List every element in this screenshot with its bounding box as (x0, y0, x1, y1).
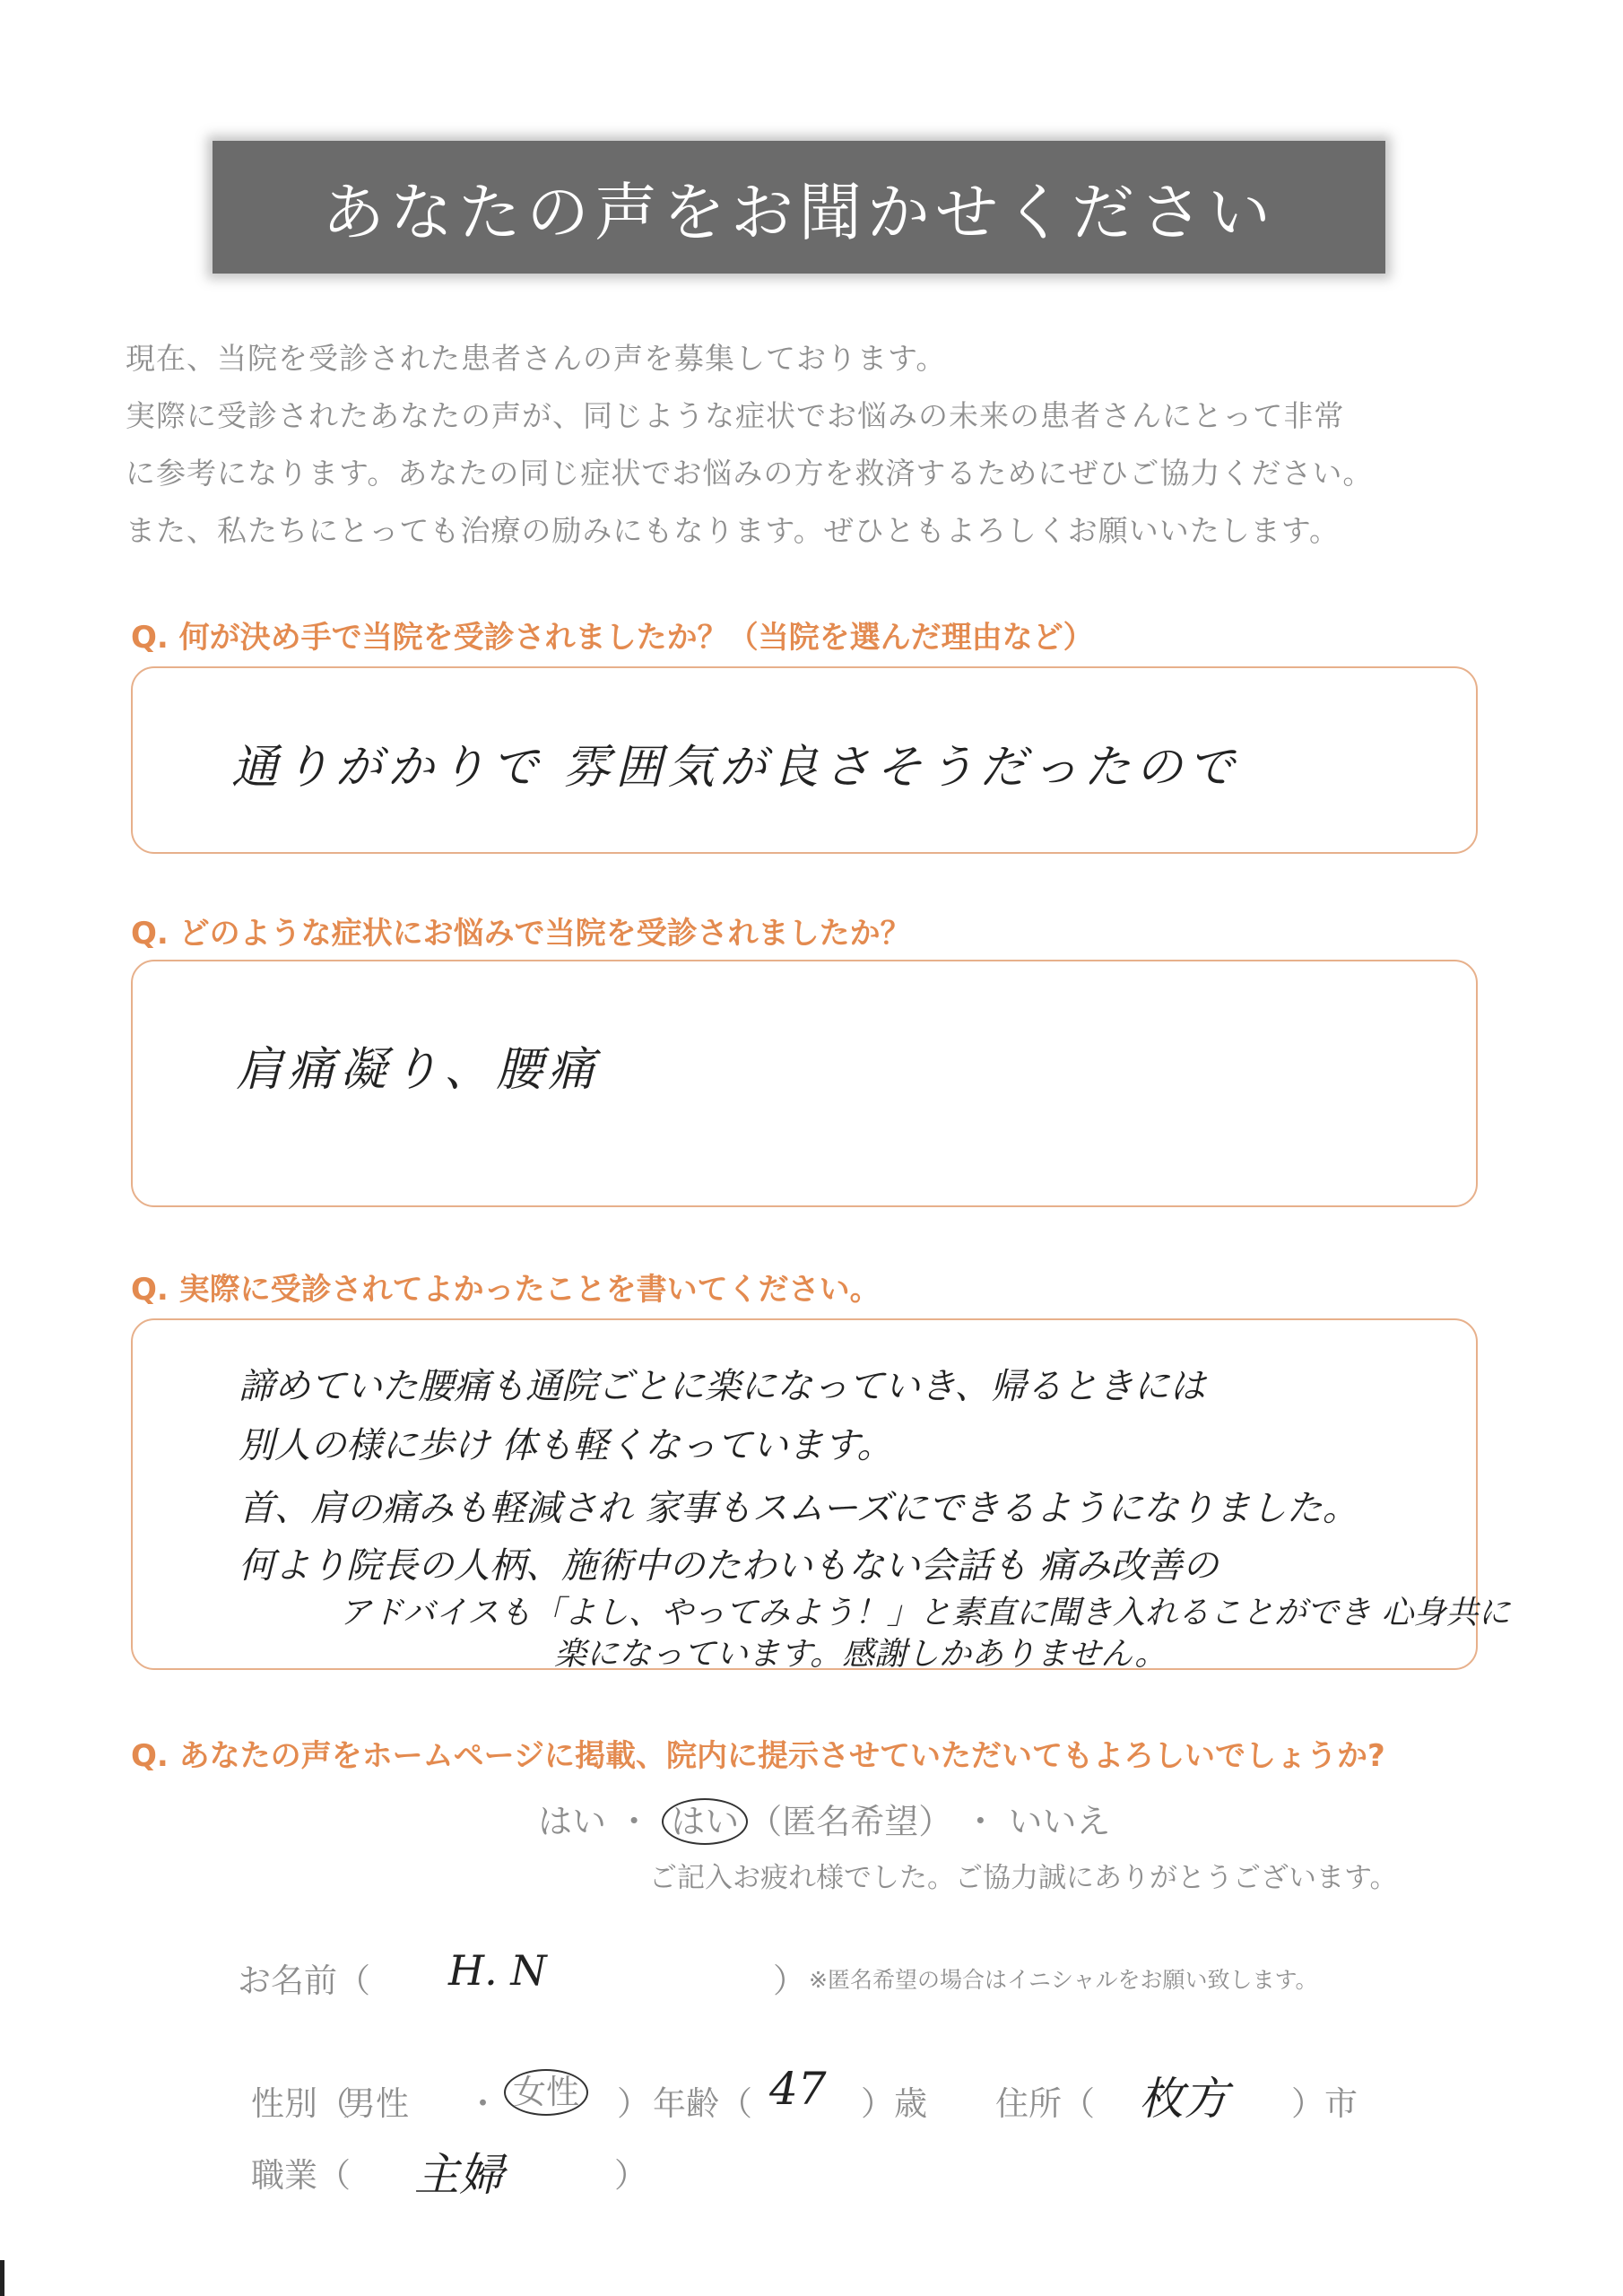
address-label: 住所（ (995, 2084, 1095, 2123)
address-value[interactable]: 枚方 (1139, 2073, 1228, 2125)
consent-options (538, 1794, 1110, 1845)
answer-3-line: 楽になっています。感謝しかありません。 (554, 1636, 1167, 1673)
gender-female-selected[interactable] (504, 2069, 588, 2116)
answer-3-line: 別人の様に歩け 体も軽くなっています。 (239, 1425, 893, 1466)
thanks-message: ご記入お疲れ様でした。ご協力誠にありがとうございます。 (649, 1862, 1398, 1894)
answer-3-line: 何より院長の人柄、施術中のたわいもない会話も 痛み改善の (239, 1545, 1219, 1587)
intro-text (126, 330, 1524, 560)
title-banner (213, 141, 1385, 274)
consent-option-anonymous-suffix: （匿名希望） (748, 1802, 953, 1841)
name-label: お名前（ (238, 1961, 370, 2000)
name-note: ※匿名希望の場合はイニシャルをお願い致します。 (809, 1967, 1318, 1993)
page-title: あなたの声をお聞かせください (322, 175, 1276, 249)
answer-1-line: 通りがかりで 雰囲気が良さそうだったので (231, 741, 1240, 795)
job-label: 職業（ (251, 2156, 351, 2195)
answer-3-line: 首、肩の痛みも軽減され 家事もスムーズにできるようになりました。 (239, 1488, 1358, 1529)
intro-line: に参考になります。あなたの同じ症状でお悩みの方を救済するためにぜひご協力ください。 (126, 456, 1374, 491)
gender-male[interactable]: 男性 (343, 2084, 409, 2123)
consent-option-yes[interactable]: はい (538, 1802, 607, 1841)
age-label: 年齢（ (653, 2084, 752, 2123)
age-close: ）歳 (861, 2084, 927, 2123)
intro-line: 実際に受診されたあなたの声が、同じような症状でお悩みの未来の患者さんにとって非常 (126, 398, 1345, 433)
intro-line: また、私たちにとっても治療の励みにもなります。ぜひともよろしくお願いいたします。 (126, 513, 1341, 548)
consent-separator: ・ (617, 1802, 652, 1841)
answer-box-3[interactable] (131, 1318, 1511, 1673)
consent-separator: ・ (963, 1802, 998, 1841)
question-3-label: Q. 実際に受診されてよかったことを書いてください。 (131, 1272, 881, 1308)
answer-box-1[interactable] (131, 666, 1478, 854)
age-value[interactable]: 47 (769, 2063, 827, 2115)
name-close: ） (773, 1961, 806, 2000)
answer-2-line: 肩痛凝り、腰痛 (236, 1043, 601, 1097)
name-value[interactable]: H. N (448, 1946, 547, 1995)
answer-3-line: アドバイスも「よし、やってみよう！」と素直に聞き入れることができ 心身共に (339, 1595, 1511, 1631)
gender-close: ） (617, 2084, 650, 2123)
answer-box-2[interactable] (131, 960, 1478, 1207)
gender-female-circle: 女性 (504, 2069, 588, 2116)
consent-question-label: Q. あなたの声をホームページに掲載、院内に提示させていただいてもよろしいでしょうか? (131, 1738, 1385, 1774)
address-close: ）市 (1291, 2084, 1358, 2123)
gender-separator: ・ (466, 2084, 499, 2123)
job-close: ） (614, 2156, 647, 2195)
consent-option-anonymous-selected[interactable]: はい (662, 1798, 748, 1845)
consent-option-no[interactable]: いいえ (1008, 1802, 1111, 1841)
question-1-label: Q. 何が決め手で当院を受診されましたか？（当院を選んだ理由など） (131, 620, 1094, 656)
question-2-label: Q. どのような症状にお悩みで当院を受診されましたか？ (131, 916, 911, 952)
gender-label: 性別（ (251, 2084, 351, 2123)
scan-edge-mark (0, 2260, 4, 2296)
intro-line: 現在、当院を受診された患者さんの声を募集しております。 (126, 341, 947, 376)
answer-3-line: 諦めていた腰痛も通院ごとに楽になっていき、帰るときには (239, 1366, 1206, 1407)
job-value[interactable]: 主婦 (414, 2149, 504, 2201)
